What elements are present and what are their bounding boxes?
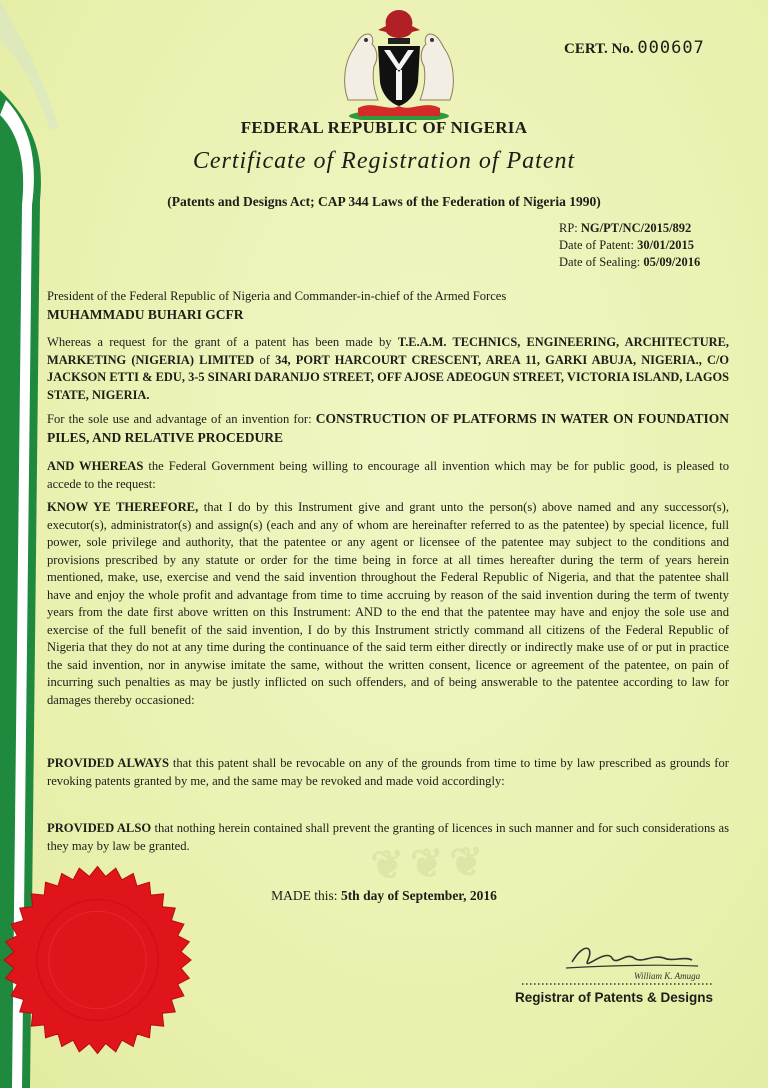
provided-always-text: that this patent shall be revocable on any of the grounds from time to time by law prescribed as grounds for revoking patents granted by me, and the same may be revoked and made void accordingly: <box>47 756 729 788</box>
provided-also-text: that nothing herein contained shall prevent the granting of licences in such manner and for such considerations as they may by law be granted. <box>47 821 730 853</box>
whereas-of: of <box>259 352 270 367</box>
signature-name: William K. Amuga <box>634 971 701 981</box>
know-ye-paragraph <box>47 499 729 709</box>
invention-paragraph <box>47 410 729 447</box>
date-of-patent-line <box>559 237 700 254</box>
know-ye-text: that I do by this Instrument give and grant unto the person(s) above named and any successor(s), executor(s), administrator(s) and assign(s) (each and any of whom are hereinafter referred to as the patentee) by special licence, full power, sole privilege and authority, that the patentee or any agent or licensee of the patentee may subject to the conditions and provisions prescribed by any statute or order for the time being in force at all times hereafter during the term of years herein mentioned, make, use, exercise and vend the said invention throughout the Federal Republic of Nigeria, and that the patentee shall have and enjoy the whole profit and advantage from time to time accruing by reason of the said invention during the term of twenty years from the date first above written on this Instrument: AND to the end that the patentee may have and enjoy the sole use and exercise of the full benefit of the said invention, I do by this Instrument strictly command all citizens of the Federal Republic of Nigeria that they do not at any time during the continuance of the said term either directly or indirectly make use of or put in practice the said invention, nor in anywise imitate the same, without the written consent, licence or agreement of the patentee, on pain of incurring such penalties as may be justly inflicted on such offenders, and of being answerable to the patentee according to law for damages thereby occasioned: <box>47 500 730 707</box>
and-whereas-lead: AND WHEREAS <box>47 459 144 473</box>
cert-no-label: CERT. No. <box>564 41 634 57</box>
provided-also-lead: PROVIDED ALSO <box>47 821 152 835</box>
cert-no-value: 000607 <box>637 38 705 58</box>
provided-always-paragraph <box>47 755 729 790</box>
date-of-patent-value: 30/01/2015 <box>637 238 695 252</box>
president-name: MUHAMMADU BUHARI GCFR <box>47 306 244 322</box>
invention-title: CONSTRUCTION OF PLATFORMS IN WATER ON FOUNDATION PILES, AND RELATIVE PROCEDURE <box>47 411 730 445</box>
rp-value: NG/PT/NC/2015/892 <box>580 221 692 235</box>
and-whereas-paragraph <box>47 458 729 493</box>
applicant-name: T.E.A.M. TECHNICS, ENGINEERING, ARCHITECTURE, MARKETING (NIGERIA) LIMITED <box>47 335 729 367</box>
certificate-number <box>564 38 705 58</box>
rp-label: RP: <box>559 221 578 235</box>
know-ye-lead: KNOW YE THEREFORE, <box>47 500 199 514</box>
date-of-sealing-label: Date of Sealing: <box>559 255 641 269</box>
made-date: 5th day of September, 2016 <box>340 888 497 903</box>
date-of-sealing-line <box>559 254 700 271</box>
rp-line <box>559 220 700 237</box>
president-block <box>47 288 729 323</box>
act-reference: (Patents and Designs Act; CAP 344 Laws of the Federation of Nigeria 1990) <box>167 194 601 209</box>
reference-block <box>559 220 700 271</box>
president-line: President of the Federal Republic of Nigeria and Commander-in-chief of the Armed Forces <box>47 289 507 303</box>
country-heading: FEDERAL REPUBLIC OF NIGERIA <box>240 118 528 137</box>
signature-icon <box>522 938 722 986</box>
made-prefix: MADE this: <box>271 888 338 903</box>
page-title: Certificate of Registration of Patent <box>192 148 576 174</box>
and-whereas-text: the Federal Government being willing to encourage all invention which may be for public good, is pleased to accede to the request: <box>47 459 729 491</box>
watermark: ❦❦❦ <box>369 838 491 889</box>
date-of-sealing-value: 05/09/2016 <box>643 255 701 269</box>
date-of-patent-label: Date of Patent: <box>559 238 634 252</box>
red-seal-icon <box>0 860 195 1060</box>
applicant-address: 34, PORT HARCOURT CRESCENT, AREA 11, GARKI ABUJA, NIGERIA., C/O JACKSON ETTI & EDU, 3-5 SINARI DARANIJO STREET, OFF AJOSE ADEOGUN STREET, VICTORIA ISLAND, LAGOS STATE, NIGERIA. <box>47 352 729 402</box>
provided-always-lead: PROVIDED ALWAYS <box>47 756 169 770</box>
invention-prefix: For the sole use and advantage of an invention for: <box>47 412 312 426</box>
registrar-label: Registrar of Patents & Designs <box>515 990 714 1005</box>
whereas-prefix: Whereas a request for the grant of a patent has been made by <box>47 335 392 349</box>
coat-of-arms-icon <box>328 4 470 120</box>
whereas-paragraph <box>47 334 729 404</box>
